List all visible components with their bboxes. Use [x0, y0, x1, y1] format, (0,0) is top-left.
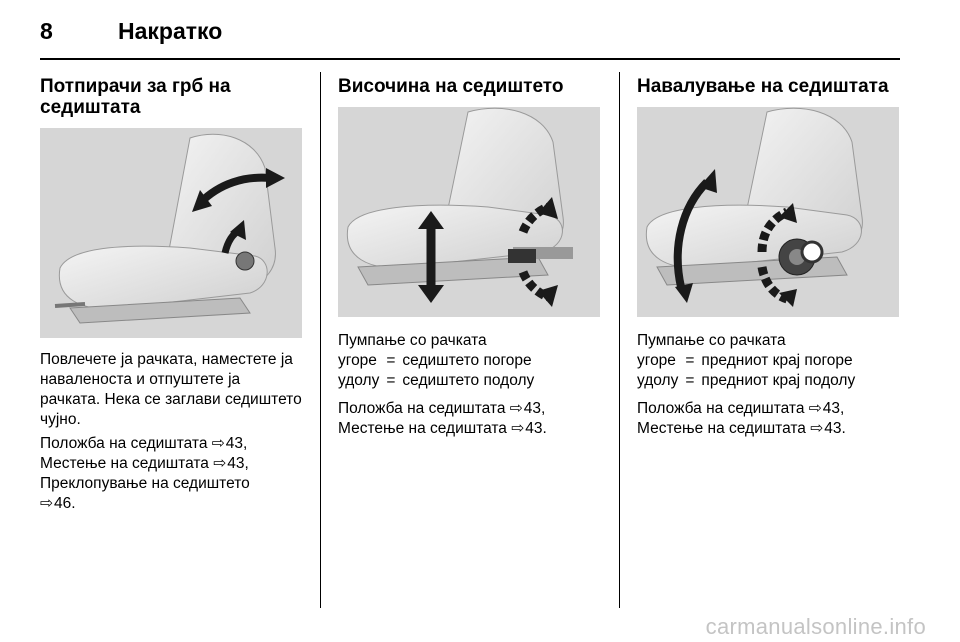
table-row: [637, 371, 855, 391]
ref-seat-folding[interactable]: Преклопување на седиштето: [40, 475, 250, 492]
row-value: предниот крај подолу: [701, 372, 856, 389]
section-title-seat-tilt: Навалување на седиштата: [637, 76, 889, 97]
ref-page-seat-adjust[interactable]: ⇨ 43: [511, 420, 542, 437]
ref-seat-adjust[interactable]: Местење на седиштата: [338, 420, 507, 437]
page-title: Накратко: [118, 18, 223, 44]
row-value: седиштето погоре: [402, 352, 532, 369]
ref-seat-adjust[interactable]: Местење на седиштата: [637, 420, 806, 437]
header-rule: [40, 58, 900, 60]
row-sep: =: [685, 372, 695, 389]
ref-page-seat-position[interactable]: ⇨ 43: [510, 400, 541, 417]
watermark: carmanualsonline.info: [705, 614, 926, 639]
row-key: угоре: [637, 352, 676, 369]
row-value: седиштето подолу: [402, 372, 535, 389]
ref-seat-position[interactable]: Положба на седиштата: [40, 435, 208, 452]
seat-height-table: [338, 351, 534, 391]
seat-height-lever-illustration: [338, 107, 600, 317]
row-key: угоре: [338, 352, 377, 369]
section-seat-height: [338, 76, 602, 439]
ref-page-seat-folding[interactable]: ⇨ 46: [40, 495, 71, 512]
seat-tilt-table: [637, 351, 855, 391]
section-backrest: [40, 76, 304, 514]
section-seat-tilt: [637, 76, 901, 439]
column-divider-1: [320, 72, 321, 608]
row-sep: =: [386, 352, 396, 369]
row-value: предниот крај погоре: [701, 352, 853, 369]
section-title-seat-height: Височина на седиштето: [338, 76, 564, 97]
seat-height-refs: Положба на седиштата ⇨ 43, Местење на седиштата ⇨ 43.: [338, 399, 602, 439]
row-sep: =: [685, 352, 695, 369]
section-title-backrest: Потпирачи за грб на седиштата: [40, 76, 231, 118]
seat-backrest-recline-illustration: [40, 128, 302, 338]
column-divider-2: [619, 72, 620, 608]
ref-page-seat-position[interactable]: ⇨ 43: [212, 435, 243, 452]
seat-tilt-text: [637, 331, 901, 439]
row-sep: =: [386, 372, 396, 389]
ref-seat-adjust[interactable]: Местење на седиштата: [40, 455, 209, 472]
table-row: [338, 351, 534, 371]
ref-seat-position[interactable]: Положба на седиштата: [637, 400, 805, 417]
seat-height-intro: Пумпање со рачката: [338, 332, 487, 349]
ref-page-seat-adjust[interactable]: ⇨ 43: [213, 455, 244, 472]
ref-page-seat-position[interactable]: ⇨ 43: [809, 400, 840, 417]
seat-tilt-refs: Положба на седиштата ⇨ 43, Местење на седиштата ⇨ 43.: [637, 399, 901, 439]
row-key: удолу: [637, 372, 679, 389]
ref-seat-position[interactable]: Положба на седиштата: [338, 400, 506, 417]
seat-height-text: [338, 331, 602, 439]
seat-tilt-intro: Пумпање со рачката: [637, 332, 786, 349]
table-row: [338, 371, 534, 391]
table-row: [637, 351, 855, 371]
seat-tilt-lever-illustration: [637, 107, 899, 317]
page-number: 8: [40, 18, 53, 44]
backrest-instruction: Повлечете ја рачката, наместете ја наваленоста и отпуштете ја рачката. Нека се заглави седиштето чујно.: [40, 351, 302, 428]
backrest-text: [40, 350, 304, 514]
ref-page-seat-adjust[interactable]: ⇨ 43: [810, 420, 841, 437]
row-key: удолу: [338, 372, 380, 389]
backrest-refs: Положба на седиштата ⇨ 43, Местење на седиштата ⇨ 43, Преклопување на седиштето ⇨ 46.: [40, 434, 304, 514]
